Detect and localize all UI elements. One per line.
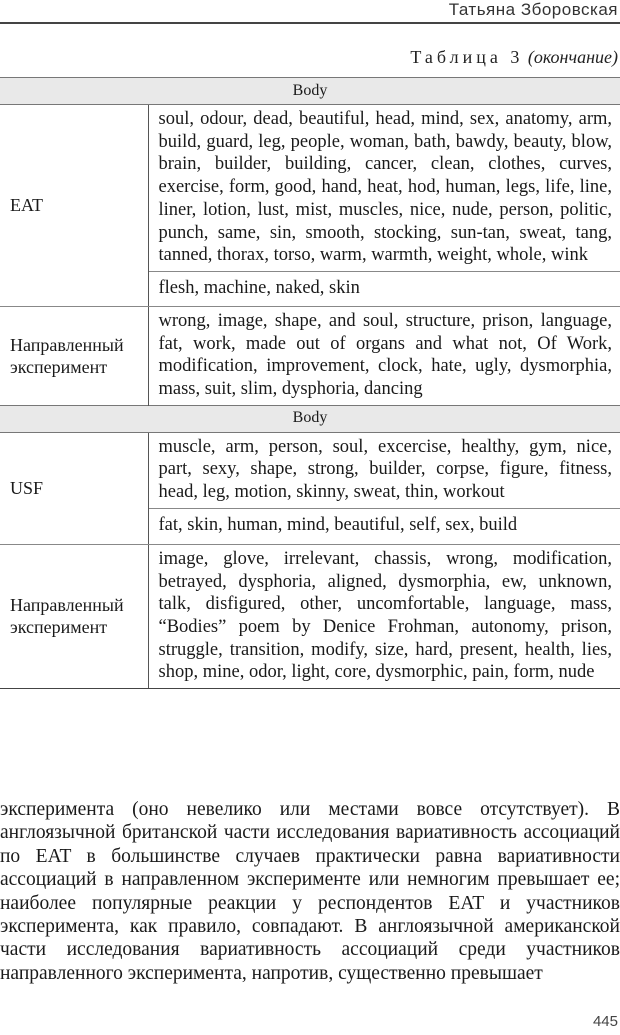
section-header-row (0, 78, 620, 105)
association-table (0, 77, 620, 689)
row-label: EAT (0, 105, 148, 307)
table-caption-note: (окончание) (527, 47, 618, 67)
row-label: Направленный эксперимент (0, 544, 148, 688)
table-caption (410, 47, 618, 68)
section-heading: Body (0, 405, 620, 432)
header-rule (0, 22, 620, 24)
section-header-row (0, 405, 620, 432)
association-cell: soul, odour, dead, beautiful, head, mind, sex, anatomy, arm, build, guard, leg, people, woman, bath, bawdy, beauty, blow, brain, builder, building, cancer, clean, clothes, curves, exercise, form, good, hand, heat, hod, human, legs, life, line, liner, lotion, lust, mist, muscles, nice, nude, person, politic, punch, same, sin, smooth, stocking, sun-tan, sweat, tang, tanned, thorax, torso, warm, warmth, weight, whole, wink (148, 105, 620, 272)
row-label: USF (0, 432, 148, 544)
table-caption-title: Таблица 3 (410, 47, 524, 67)
table-row (0, 544, 620, 688)
association-cell: image, glove, irrelevant, chassis, wrong, modification, betrayed, dysphoria, aligned, dysmorphia, ew, unknown, talk, disfigured, other, uncomfortable, language, mass, “Bodies” poem by Denice Frohman, autonomy, prison, struggle, transition, modify, size, hard, present, health, lies, shop, mine, odor, light, core, dysmorphic, pain, form, nude (148, 544, 620, 688)
association-cell: muscle, arm, person, soul, excercise, healthy, gym, nice, part, sexy, shape, strong, builder, corpse, figure, fitness, head, leg, motion, skinny, sweat, thin, workout (148, 432, 620, 508)
table-row (0, 432, 620, 508)
association-cell: wrong, image, shape, and soul, structure, prison, language, fat, work, made out of organs and what not, Of Work, modification, improvement, clock, hate, ugly, dysmorphia, mass, suit, slim, dysphoria, dancing (158, 310, 612, 400)
table-row (0, 306, 620, 405)
table-row (0, 105, 620, 272)
association-cell: fat, skin, human, mind, beautiful, self, sex, build (148, 508, 620, 544)
row-label: Направленный эксперимент (0, 306, 148, 405)
running-header: Татьяна Зборовская (448, 0, 618, 19)
page-number: 445 (592, 1013, 618, 1030)
section-heading: Body (0, 78, 620, 105)
association-cell: flesh, machine, naked, skin (148, 271, 620, 306)
body-paragraph: эксперимента (оно невелико или местами вовсе отсутствует). В англоязычной британской части исследования вариативность ассоциаций по EAT в большинстве случаев практически равна вариативности ассоциаций в направленном эксперименте или немногим превышает ее; наиболее популярные реакции у респондентов EAT и участников эксперимента, как правило, совпадают. В англоязычной американской части исследования вариативность ассоциаций среди участников направленного эксперимента, напротив, существенно превышает (0, 799, 620, 984)
